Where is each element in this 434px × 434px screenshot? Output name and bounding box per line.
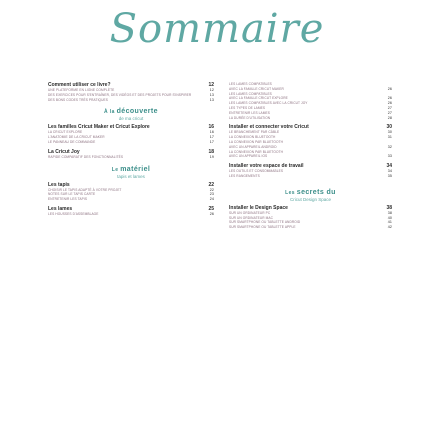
toc-subentry-page: 30 — [387, 130, 392, 135]
toc-subentry — [229, 116, 392, 121]
section-subheading: de ma cricut — [118, 116, 144, 122]
toc-subentry-page: 16 — [209, 130, 214, 135]
section-heading-prefix: À la — [104, 109, 115, 116]
toc-entry — [229, 163, 392, 179]
toc-subentry — [48, 98, 214, 103]
toc-subentry-title: LE PANNEAU DE COMMANDE — [48, 139, 96, 144]
toc-subentry-title: DES BONS CODES TRÈS PRATIQUES — [48, 97, 108, 102]
toc-entry — [229, 82, 392, 120]
toc-subentry — [229, 225, 392, 230]
toc-subentry-title: SUR SMARTPHONE OU TABLETTE ANDROID — [229, 220, 301, 225]
toc-subentry-title: RAPIDE COMPARATIF DES FONCTIONNALITÉS — [48, 154, 124, 159]
toc-subentry-title: LES OUTILS ET CONSOMMABLES — [229, 169, 284, 174]
toc-subentry-title: LA CRICUT EXPLORE — [48, 130, 83, 135]
toc-group-setup — [229, 82, 392, 179]
section-heading-main: secrets du — [296, 188, 336, 196]
toc-entry-page: 18 — [208, 148, 214, 155]
toc-subentry-title: AVEC UN APPAREIL IOS — [229, 154, 268, 159]
toc-subentry-title: LES LAMES COMPATIBLES — [229, 82, 272, 86]
toc-subentry-title: ENTRETENIR LES TAPIS — [48, 197, 88, 202]
toc-left-column — [48, 82, 214, 223]
toc-entry-page: 34 — [386, 163, 392, 170]
toc-entry — [48, 124, 214, 144]
toc-subentry-page: 26 — [387, 96, 392, 101]
toc-subentry-page: 35 — [387, 173, 392, 178]
toc-entry-page: 30 — [386, 124, 392, 131]
toc-subentry-page: 42 — [387, 225, 392, 230]
toc-entry-title: Installer le Design Space — [229, 204, 288, 211]
toc-subentry-title: CHOISIR LE TAPIS ADAPTÉ À VOTRE PROJET — [48, 187, 122, 192]
toc-subentry-page: 13 — [209, 92, 214, 97]
toc-entries — [48, 124, 214, 159]
toc-subentry-title: AVEC LA FAMILLE CRICUT MAKER — [229, 86, 284, 91]
toc-subentry-page: 13 — [209, 97, 214, 102]
toc-subentry — [229, 174, 392, 179]
toc-section-discovery — [48, 108, 214, 159]
toc-subentry-title: LA DURÉE D'UTILISATION — [229, 115, 271, 120]
toc-subentry-title: AVEC UN APPAREIL ANDROID — [229, 144, 277, 149]
toc-entry — [48, 182, 214, 202]
toc-entry — [48, 82, 214, 102]
section-heading-main: découverte — [116, 108, 158, 116]
toc-subentry-title: LA CONNEXION PAR BLUETOOTH — [229, 149, 284, 154]
toc-subentry — [229, 154, 392, 159]
toc-entry-title: Les tapis — [48, 181, 70, 188]
toc-subentry-page: 27 — [387, 110, 392, 115]
toc-subentry — [48, 155, 214, 160]
toc-subentry — [48, 197, 214, 202]
toc-subentry-page: 26 — [387, 86, 392, 91]
toc-entry — [48, 206, 214, 217]
section-subheading: tapis et lames — [117, 173, 145, 179]
toc-subentry-title: SUR SMARTPHONE OU TABLETTE APPLE — [229, 225, 296, 230]
section-heading — [48, 166, 214, 179]
section-heading — [229, 189, 392, 202]
toc-subentry-title: SUR UN ORDINATEUR PC — [229, 210, 271, 215]
toc-entry — [229, 124, 392, 159]
toc-subentry-page: 33 — [387, 154, 392, 159]
toc-subentry-title: DES EXERCICES POUR S'ENTRAÎNER, DES VIDÉOS ET DES PROJETS POUR S'INSPIRER — [48, 92, 192, 97]
toc-subentry-page: 17 — [209, 135, 214, 140]
toc-entry — [229, 205, 392, 230]
toc-subentry-title: UNE PLATEFORME EN LIGNE COMPLÈTE — [48, 88, 115, 92]
toc-entry-title: Les familles Cricut Maker et Cricut Explore — [48, 124, 150, 131]
toc-subentry-page: 19 — [209, 154, 214, 159]
toc-subentry-title: LES LAMES COMPATIBLES AVEC LA CRICUT JOY — [229, 101, 308, 106]
toc-subentry-page: 17 — [209, 139, 214, 144]
toc-subentry-title: LES RANGEMENTS — [229, 173, 260, 178]
toc-subentry-title: LES LAMES COMPATIBLES — [229, 91, 272, 96]
toc-entry — [48, 149, 214, 160]
toc-subentry-page: 26 — [209, 211, 214, 216]
toc-entry-page: 22 — [208, 181, 214, 188]
section-subheading: Cricut Design Space — [289, 196, 332, 202]
section-heading-prefix: Les — [285, 189, 295, 196]
toc-right-column — [229, 82, 392, 236]
toc-entry-title: La Cricut Joy — [48, 148, 80, 155]
section-heading — [48, 108, 214, 121]
toc-entry-page: 38 — [386, 204, 392, 211]
section-heading-prefix: Le — [111, 166, 119, 173]
toc-entry-page: 12 — [208, 82, 214, 88]
page-title: Sommaire — [109, 6, 325, 52]
toc-subentry — [48, 212, 214, 217]
toc-subentry-page: 38 — [387, 210, 392, 215]
toc-subentry-page: 28 — [387, 115, 392, 120]
toc-entry-title: Installer votre espace de travail — [229, 163, 304, 170]
toc-entry-title: Comment utiliser ce livre? — [48, 82, 111, 88]
toc-subentry-title: LA CONNEXION PAR BLUETOOTH — [229, 139, 284, 144]
toc-subentry-page: 26 — [387, 101, 392, 106]
toc-subentry-page: 27 — [387, 105, 392, 110]
toc-section-secrets — [229, 189, 392, 230]
toc-subentry-title: LES HOUSSES D'ASSEMBLAGE — [48, 211, 99, 216]
toc-subentry-title: LE BRANCHEMENT PAR CÂBLE — [229, 130, 280, 135]
toc-subentry-page: 23 — [209, 192, 214, 197]
toc-subentry-title: LES TYPES DE LAMES — [229, 105, 266, 110]
toc-subentry-title: LA CONNEXION BLUETOOTH — [229, 135, 276, 140]
toc-subentry-page: 24 — [209, 197, 214, 202]
toc-entry-page: 16 — [208, 124, 214, 131]
toc-subentry-title: L'ANATOMIE DE LA CRICUT MAKER — [48, 135, 105, 140]
toc-group-intro — [48, 82, 214, 102]
toc-subentry-page: 34 — [387, 169, 392, 174]
toc-subentry-title: SUR UN ORDINATEUR MAC — [229, 215, 274, 220]
toc-subentry-page: 40 — [387, 215, 392, 220]
toc-subentry — [48, 140, 214, 145]
toc-entry-title: Les lames — [48, 205, 73, 212]
toc-subentry-title: ENTRETENIR LES LAMES — [229, 110, 270, 115]
toc-subentry-page: 41 — [387, 220, 392, 225]
toc-subentry-page: 31 — [387, 135, 392, 140]
section-heading-main: matériel — [120, 165, 151, 173]
toc-entry-title: Installer et connecter votre Cricut — [229, 124, 309, 131]
toc-section-materiel — [48, 166, 214, 217]
toc-subentry-page: 12 — [209, 88, 214, 92]
toc-subentry-page: 22 — [209, 187, 214, 192]
toc-entries — [229, 205, 392, 230]
toc-entries — [48, 182, 214, 217]
toc-subentry-title: NOTES SUR LE TAPIS CARTE — [48, 192, 96, 197]
toc-subentry-page: 32 — [387, 144, 392, 149]
toc-subentry-title: AVEC LA FAMILLE CRICUT EXPLORE — [229, 96, 288, 101]
toc-entry-page: 25 — [208, 205, 214, 212]
